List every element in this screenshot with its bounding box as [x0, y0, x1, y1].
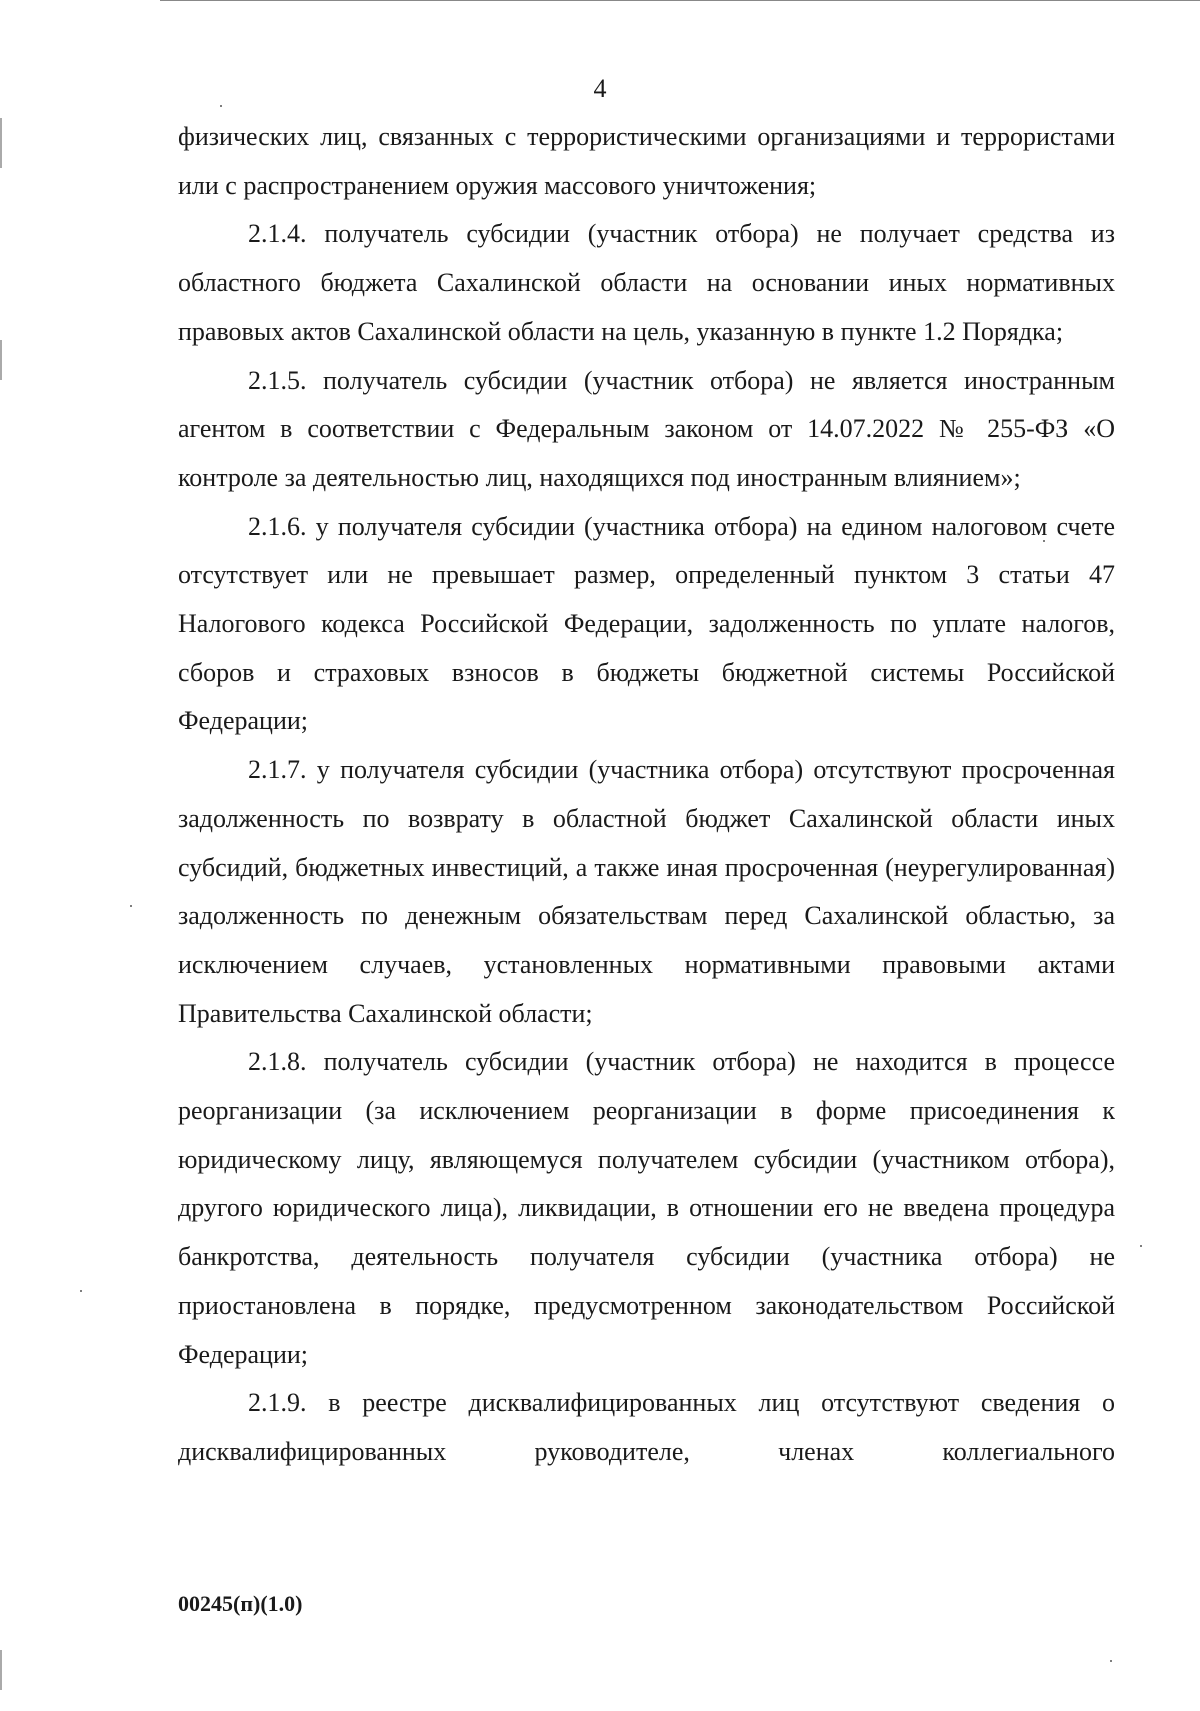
scan-top-edge: [160, 0, 1200, 1]
scan-edge-mark: [0, 340, 2, 380]
paragraph: физических лиц, связанных с террористическими организациями и террористами или с распространением оружия массового уничтожения;: [178, 122, 1115, 200]
scan-speck: [80, 1290, 82, 1292]
scan-edge-mark: [0, 1650, 2, 1690]
scan-speck: [220, 105, 222, 107]
body-text: [178, 113, 1115, 1477]
scan-speck: [1140, 1245, 1142, 1247]
paragraph: 2.1.6. у получателя субсидии (участника отбора) на едином налоговом счете отсутствует или не превышает размер, определенный пунктом 3 статьи 47 Налогового кодекса Российской Федерации, задолженность по уплате налогов, сборов и страховых взносов в бюджеты бюджетной системы Российской Федерации;: [178, 511, 1115, 736]
document-code: 00245(п)(1.0): [178, 1591, 303, 1616]
scan-edge-mark: [0, 118, 2, 168]
scan-speck: [1110, 1660, 1112, 1662]
scan-speck: [130, 905, 132, 907]
paragraph: 2.1.7. у получателя субсидии (участника отбора) отсутствуют просроченная задолженность по возврату в областной бюджет Сахалинской области иных субсидий, бюджетных инвестиций, а также иная просроченная (неурегулированная) задолженность по денежным обязательствам перед Сахалинской областью, за исключением случаев, установленных нормативными правовыми актами Правительства Сахалинской области;: [178, 755, 1115, 1028]
paragraph: 2.1.9. в реестре дисквалифицированных лиц отсутствуют сведения о дисквалифицированных руководителе, членах коллегиального: [178, 1388, 1115, 1466]
page-number: 4: [593, 74, 607, 103]
paragraph: 2.1.4. получатель субсидии (участник отбора) не получает средства из областного бюджета Сахалинской области на основании иных нормативных правовых актов Сахалинской области на цель, указанную в пункте 1.2 Порядка;: [178, 219, 1115, 346]
paragraph: 2.1.8. получатель субсидии (участник отбора) не находится в процессе реорганизации (за исключением реорганизации в форме присоединения к юридическому лицу, являющемуся получателем субсидии (участником отбора), другого юридического лица), ликвидации, в отношении его не введена процедура банкротства, деятельность получателя субсидии (участника отбора) не приостановлена в порядке, предусмотренном законодательством Российской Федерации;: [178, 1047, 1115, 1369]
paragraph: 2.1.5. получатель субсидии (участник отбора) не является иностранным агентом в соответствии с Федеральным законом от 14.07.2022 № 255-ФЗ «О контроле за деятельностью лиц, находящихся под иностранным влиянием»;: [178, 365, 1115, 492]
